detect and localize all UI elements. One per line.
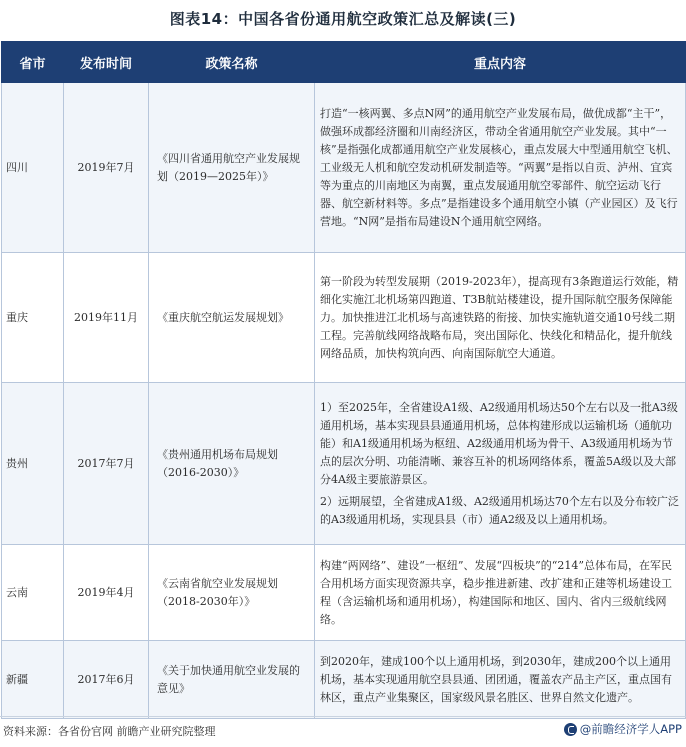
cell-date: 2019年7月 bbox=[64, 83, 149, 253]
cell-province: 重庆 bbox=[2, 253, 64, 383]
cell-date: 2017年6月 bbox=[64, 641, 149, 719]
cell-province: 云南 bbox=[2, 545, 64, 641]
table-row bbox=[2, 545, 686, 641]
content-paragraph: 到2020年，建成100个以上通用机场，到2030年，建成200个以上通用机场，基本实现通用航空县县通、团团通，覆盖农产品主产区，重点国有林区，重点产业集聚区，国家级风景名胜区、世界自然文化遗产。 bbox=[320, 654, 672, 704]
header-province: 省市 bbox=[2, 42, 64, 83]
brand-credit bbox=[564, 721, 682, 737]
table-row bbox=[2, 83, 686, 253]
source-note: 资料来源：各省份官网 前瞻产业研究院整理 bbox=[3, 725, 216, 738]
cell-policy: 《四川省通用航空产业发展规划（2019—2025年）》 bbox=[149, 83, 315, 253]
content-paragraph: 构建“两网络”、建设“一枢纽”、发展“四板块”的“214”总体布局，在军民合用机场方面实现资源共享，稳步推进新建、改扩建和正建等机场建设工程（含运输机场和通用机场），构建国际和地区、国内、省内三级航线网络。 bbox=[320, 558, 672, 626]
content-paragraph: 打造“一核两翼、多点N网”的通用航空产业发展布局，做优成都“主干”，做强环成都经济圈和川南经济区，带动全省通用航空产业发展。其中“一核”是指强化成都通用航空产业发展核心，重点发展大中型通用航空飞机、工业级无人机和航空发动机研发制造等。“两翼”是指以自贡、泸州、宜宾等为重点的川南地区为南翼，重点发展通用航空零部件、航空运动飞行器、航空新材料等。多点”是指建设多个通用航空小镇（产业园区）及飞行营地。“N网”是指布局建设N个通用航空网络。 bbox=[320, 106, 678, 228]
cell-policy: 《云南省航空业发展规划（2018-2030年）》 bbox=[149, 545, 315, 641]
cell-date: 2017年7月 bbox=[64, 383, 149, 545]
cell-date: 2019年11月 bbox=[64, 253, 149, 383]
page-title: 图表14：中国各省份通用航空政策汇总及解读(三) bbox=[169, 10, 517, 28]
content-paragraph: 第一阶段为转型发展期（2019-2023年），提高现有3条跑道运行效能，精细化实施江北机场第四跑道、T3B航站楼建设，提升国际航空服务保障能力。加快推进江北机场与高速铁路的衔接、加快实施轨道交通10号线二期工程。完善航线网络战略布局，突出国际化、快线化和精品化，提升航线网络品质，加快构筑向西、向南国际航空大通道。 bbox=[320, 274, 679, 360]
cell-province: 贵州 bbox=[2, 383, 64, 545]
cell-content bbox=[315, 641, 686, 719]
cell-policy: 《贵州通用机场布局规划（2016-2030）》 bbox=[149, 383, 315, 545]
cell-province: 新疆 bbox=[2, 641, 64, 719]
qianzhan-logo-icon bbox=[564, 723, 577, 736]
cell-content bbox=[315, 253, 686, 383]
cell-policy: 《重庆航空航运发展规划》 bbox=[149, 253, 315, 383]
cell-policy: 《关于加快通用航空业发展的意见》 bbox=[149, 641, 315, 719]
policy-table bbox=[1, 41, 686, 719]
cell-date: 2019年4月 bbox=[64, 545, 149, 641]
table-row bbox=[2, 641, 686, 719]
content-paragraph: 1）至2025年，全省建设A1级、A2级通用机场达50个左右以及一批A3级通用机场，基本实现县县通通用机场，总体构建形成以运输机场（通航功能）和A1级通用机场为枢纽、A2级通用机场为骨干、A3级通用机场为节点的层次分明、功能清晰、兼容互补的机场网络体系，覆盖5A级以及大部分4A级主要旅游景区。 bbox=[320, 400, 678, 486]
table-row bbox=[2, 383, 686, 545]
brand-text: @前瞻经济学人APP bbox=[579, 722, 682, 736]
header-content: 重点内容 bbox=[315, 42, 686, 83]
content-paragraph: 2）远期展望，全省建成A1级、A2级通用机场达70个左右以及分布较广泛的A3级通用机场，实现县县（市）通A2级及以上通用机场。 bbox=[320, 494, 679, 526]
table-header-row bbox=[2, 42, 686, 83]
cell-content bbox=[315, 545, 686, 641]
table-row bbox=[2, 253, 686, 383]
cell-province: 四川 bbox=[2, 83, 64, 253]
cell-content bbox=[315, 83, 686, 253]
header-policy: 政策名称 bbox=[149, 42, 315, 83]
cell-content bbox=[315, 383, 686, 545]
header-date: 发布时间 bbox=[64, 42, 149, 83]
footer-divider bbox=[0, 716, 686, 717]
